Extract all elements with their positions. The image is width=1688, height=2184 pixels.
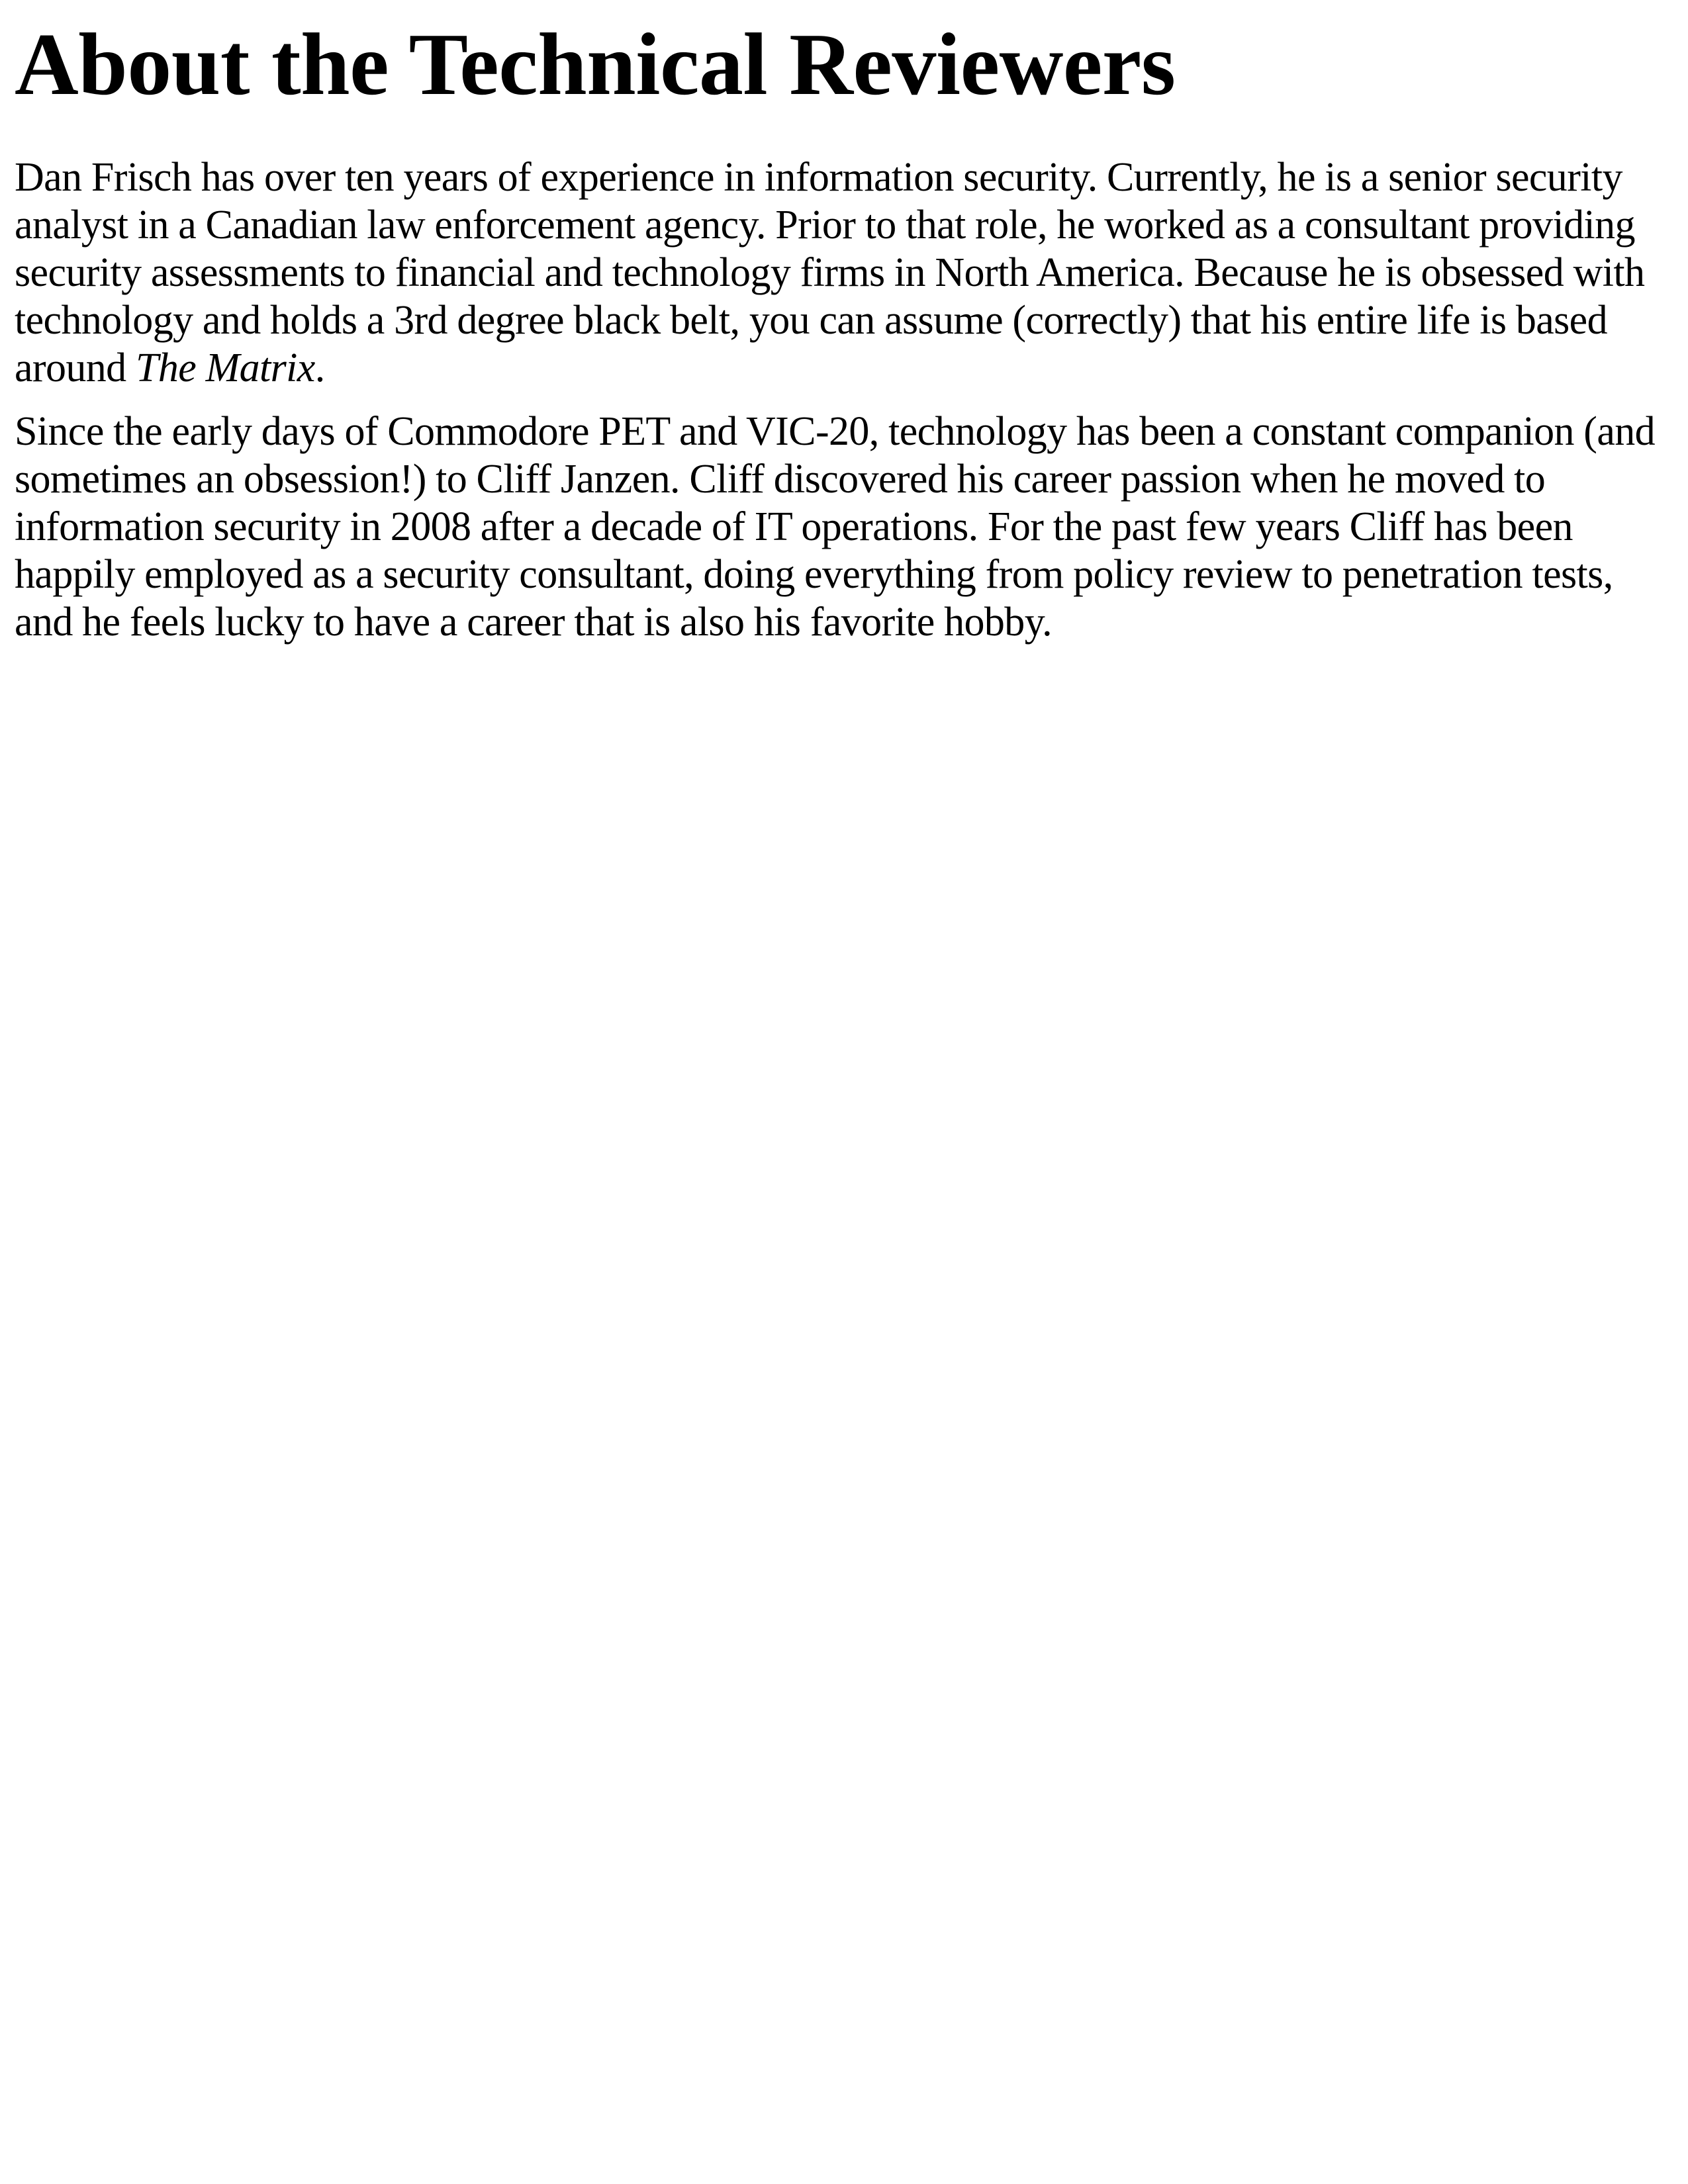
reviewer-bio-cliff-janzen: Since the early days of Commodore PET and VIC-20, technology has been a constant companion (and sometimes an obsession!) to Cliff Janzen. Cliff discovered his career passion when he moved to information security in 2008 after a decade of IT operations. For the past few years Cliff has been happily employed as a security consultant, doing everything from policy review to penetration tests, and he feels lucky to have a career that is also his favorite hobby. xyxy=(15,409,1656,645)
document-page xyxy=(15,15,1676,646)
page-title: About the Technical Reviewers xyxy=(15,15,1176,113)
bio-text-end: . xyxy=(314,345,325,390)
italic-title: The Matrix xyxy=(135,345,315,390)
reviewer-bio-dan-frisch xyxy=(15,154,1676,392)
bio-text: Dan Frisch has over ten years of experience in information security. Currently, he is a senior security analyst in a Canadian law enforcement agency. Prior to that role, he worked as a consultant providing security assessments to financial and technology firms in North America. Because he is obsessed with technology and holds a 3rd degree black belt, you can assume (correctly) that his entire life is based around xyxy=(15,155,1645,390)
